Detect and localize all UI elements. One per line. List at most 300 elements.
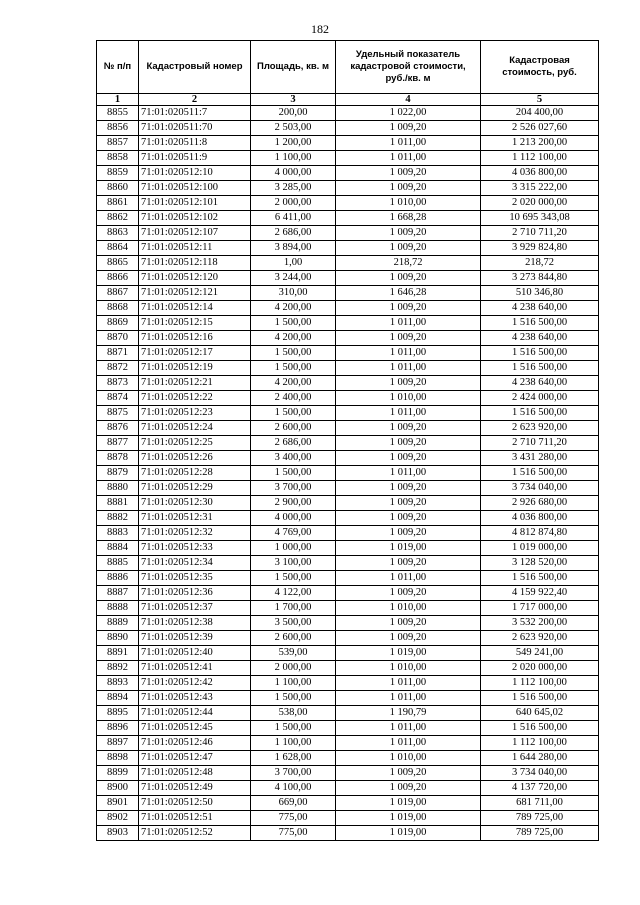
specific-value-cell: 1 190,79 — [336, 706, 481, 721]
area-cell: 1 500,00 — [251, 346, 336, 361]
cadastral-number-cell: 71:01:020512:32 — [139, 526, 251, 541]
table-row — [97, 766, 599, 781]
area-cell: 3 500,00 — [251, 616, 336, 631]
cadastral-value-cell: 3 734 040,00 — [481, 766, 599, 781]
row-number-cell: 8873 — [97, 376, 139, 391]
area-cell: 3 244,00 — [251, 271, 336, 286]
area-cell: 2 686,00 — [251, 226, 336, 241]
cadastral-value-cell: 1 112 100,00 — [481, 736, 599, 751]
table-row — [97, 721, 599, 736]
area-cell: 2 000,00 — [251, 196, 336, 211]
row-number-cell: 8903 — [97, 826, 139, 841]
cadastral-number-cell: 71:01:020512:29 — [139, 481, 251, 496]
area-cell: 2 503,00 — [251, 121, 336, 136]
table-row — [97, 691, 599, 706]
cadastral-value-cell: 3 431 280,00 — [481, 451, 599, 466]
row-number-cell: 8856 — [97, 121, 139, 136]
row-number-cell: 8897 — [97, 736, 139, 751]
header-area: Площадь, кв. м — [251, 41, 336, 94]
table-row — [97, 211, 599, 226]
cadastral-number-cell: 71:01:020512:52 — [139, 826, 251, 841]
row-number-cell: 8882 — [97, 511, 139, 526]
specific-value-cell: 1 019,00 — [336, 796, 481, 811]
table-row — [97, 181, 599, 196]
cadastral-value-cell: 1 516 500,00 — [481, 406, 599, 421]
cadastral-value-cell: 204 400,00 — [481, 106, 599, 121]
row-number-cell: 8885 — [97, 556, 139, 571]
area-cell: 1 700,00 — [251, 601, 336, 616]
table-body — [97, 106, 599, 841]
cadastral-number-cell: 71:01:020512:102 — [139, 211, 251, 226]
row-number-cell: 8875 — [97, 406, 139, 421]
table-row — [97, 466, 599, 481]
row-number-cell: 8869 — [97, 316, 139, 331]
column-number: 4 — [336, 94, 481, 106]
area-cell: 4 100,00 — [251, 781, 336, 796]
row-number-cell: 8899 — [97, 766, 139, 781]
area-cell: 4 122,00 — [251, 586, 336, 601]
cadastral-number-cell: 71:01:020512:24 — [139, 421, 251, 436]
area-cell: 1 500,00 — [251, 406, 336, 421]
table-row — [97, 301, 599, 316]
cadastral-value-cell: 2 623 920,00 — [481, 631, 599, 646]
row-number-cell: 8861 — [97, 196, 139, 211]
row-number-cell: 8881 — [97, 496, 139, 511]
cadastral-number-cell: 71:01:020512:44 — [139, 706, 251, 721]
table-row — [97, 151, 599, 166]
row-number-cell: 8859 — [97, 166, 139, 181]
specific-value-cell: 1 009,20 — [336, 241, 481, 256]
column-number: 1 — [97, 94, 139, 106]
area-cell: 4 200,00 — [251, 301, 336, 316]
table-row — [97, 571, 599, 586]
area-cell: 3 700,00 — [251, 766, 336, 781]
header-row — [97, 41, 599, 94]
row-number-cell: 8855 — [97, 106, 139, 121]
cadastral-value-cell: 2 623 920,00 — [481, 421, 599, 436]
column-number-row — [97, 94, 599, 106]
area-cell: 4 200,00 — [251, 376, 336, 391]
cadastral-number-cell: 71:01:020512:51 — [139, 811, 251, 826]
table-row — [97, 136, 599, 151]
area-cell: 1 500,00 — [251, 721, 336, 736]
table-row — [97, 256, 599, 271]
table-row — [97, 781, 599, 796]
specific-value-cell: 1 011,00 — [336, 571, 481, 586]
cadastral-number-cell: 71:01:020512:23 — [139, 406, 251, 421]
cadastral-value-cell: 10 695 343,08 — [481, 211, 599, 226]
row-number-cell: 8858 — [97, 151, 139, 166]
table-row — [97, 826, 599, 841]
cadastral-number-cell: 71:01:020512:16 — [139, 331, 251, 346]
cadastral-value-cell: 4 238 640,00 — [481, 376, 599, 391]
area-cell: 4 000,00 — [251, 511, 336, 526]
table-row — [97, 436, 599, 451]
cadastral-value-cell: 549 241,00 — [481, 646, 599, 661]
area-cell: 775,00 — [251, 811, 336, 826]
table-row — [97, 631, 599, 646]
row-number-cell: 8871 — [97, 346, 139, 361]
cadastral-value-cell: 2 424 000,00 — [481, 391, 599, 406]
area-cell: 2 600,00 — [251, 421, 336, 436]
cadastral-value-cell: 640 645,02 — [481, 706, 599, 721]
cadastral-value-cell: 3 315 222,00 — [481, 181, 599, 196]
table-row — [97, 526, 599, 541]
cadastral-value-cell: 2 710 711,20 — [481, 436, 599, 451]
table-row — [97, 811, 599, 826]
area-cell: 3 700,00 — [251, 481, 336, 496]
row-number-cell: 8898 — [97, 751, 139, 766]
cadastral-number-cell: 71:01:020512:28 — [139, 466, 251, 481]
specific-value-cell: 1 011,00 — [336, 406, 481, 421]
row-number-cell: 8877 — [97, 436, 139, 451]
table-row — [97, 481, 599, 496]
cadastral-number-cell: 71:01:020511:70 — [139, 121, 251, 136]
row-number-cell: 8868 — [97, 301, 139, 316]
cadastral-value-cell: 1 112 100,00 — [481, 151, 599, 166]
cadastral-number-cell: 71:01:020511:7 — [139, 106, 251, 121]
cadastral-value-cell: 4 238 640,00 — [481, 331, 599, 346]
row-number-cell: 8874 — [97, 391, 139, 406]
row-number-cell: 8857 — [97, 136, 139, 151]
cadastral-number-cell: 71:01:020512:26 — [139, 451, 251, 466]
area-cell: 1 500,00 — [251, 571, 336, 586]
specific-value-cell: 1 010,00 — [336, 196, 481, 211]
table-row — [97, 676, 599, 691]
table-row — [97, 511, 599, 526]
cadastral-value-cell: 1 516 500,00 — [481, 691, 599, 706]
cadastral-number-cell: 71:01:020511:8 — [139, 136, 251, 151]
table-row — [97, 706, 599, 721]
cadastral-value-table — [96, 40, 599, 841]
cadastral-number-cell: 71:01:020512:10 — [139, 166, 251, 181]
specific-value-cell: 1 011,00 — [336, 721, 481, 736]
cadastral-value-cell: 3 128 520,00 — [481, 556, 599, 571]
specific-value-cell: 1 009,20 — [336, 421, 481, 436]
table-row — [97, 451, 599, 466]
specific-value-cell: 1 009,20 — [336, 301, 481, 316]
area-cell: 1 500,00 — [251, 466, 336, 481]
cadastral-number-cell: 71:01:020512:21 — [139, 376, 251, 391]
row-number-cell: 8901 — [97, 796, 139, 811]
table-row — [97, 496, 599, 511]
cadastral-number-cell: 71:01:020512:14 — [139, 301, 251, 316]
specific-value-cell: 1 009,20 — [336, 556, 481, 571]
cadastral-number-cell: 71:01:020512:40 — [139, 646, 251, 661]
row-number-cell: 8878 — [97, 451, 139, 466]
page-number: 182 — [311, 22, 329, 36]
cadastral-number-cell: 71:01:020512:121 — [139, 286, 251, 301]
cadastral-number-cell: 71:01:020512:45 — [139, 721, 251, 736]
specific-value-cell: 1 009,20 — [336, 166, 481, 181]
row-number-cell: 8866 — [97, 271, 139, 286]
specific-value-cell: 1 011,00 — [336, 676, 481, 691]
row-number-cell: 8876 — [97, 421, 139, 436]
table-row — [97, 376, 599, 391]
cadastral-value-cell: 4 812 874,80 — [481, 526, 599, 541]
table-row — [97, 271, 599, 286]
specific-value-cell: 1 022,00 — [336, 106, 481, 121]
header-row-number: № п/п — [97, 41, 139, 94]
area-cell: 3 100,00 — [251, 556, 336, 571]
table-header — [97, 41, 599, 106]
area-cell: 1 500,00 — [251, 691, 336, 706]
cadastral-value-cell: 1 213 200,00 — [481, 136, 599, 151]
specific-value-cell: 1 009,20 — [336, 436, 481, 451]
area-cell: 3 285,00 — [251, 181, 336, 196]
area-cell: 3 894,00 — [251, 241, 336, 256]
row-number-cell: 8872 — [97, 361, 139, 376]
row-number-cell: 8892 — [97, 661, 139, 676]
cadastral-value-cell: 3 929 824,80 — [481, 241, 599, 256]
table-row — [97, 121, 599, 136]
cadastral-number-cell: 71:01:020512:25 — [139, 436, 251, 451]
row-number-cell: 8894 — [97, 691, 139, 706]
row-number-cell: 8896 — [97, 721, 139, 736]
cadastral-value-cell: 1 019 000,00 — [481, 541, 599, 556]
specific-value-cell: 1 011,00 — [336, 361, 481, 376]
cadastral-number-cell: 71:01:020512:46 — [139, 736, 251, 751]
cadastral-number-cell: 71:01:020512:101 — [139, 196, 251, 211]
table-row — [97, 661, 599, 676]
table-row — [97, 751, 599, 766]
table-row — [97, 736, 599, 751]
table-row — [97, 106, 599, 121]
area-cell: 2 686,00 — [251, 436, 336, 451]
cadastral-number-cell: 71:01:020512:49 — [139, 781, 251, 796]
row-number-cell: 8900 — [97, 781, 139, 796]
area-cell: 1 500,00 — [251, 361, 336, 376]
table-row — [97, 796, 599, 811]
cadastral-value-cell: 4 238 640,00 — [481, 301, 599, 316]
row-number-cell: 8902 — [97, 811, 139, 826]
cadastral-value-cell: 510 346,80 — [481, 286, 599, 301]
table-row — [97, 616, 599, 631]
cadastral-number-cell: 71:01:020512:47 — [139, 751, 251, 766]
cadastral-number-cell: 71:01:020512:37 — [139, 601, 251, 616]
specific-value-cell: 1 646,28 — [336, 286, 481, 301]
specific-value-cell: 1 668,28 — [336, 211, 481, 226]
row-number-cell: 8870 — [97, 331, 139, 346]
row-number-cell: 8887 — [97, 586, 139, 601]
specific-value-cell: 1 009,20 — [336, 511, 481, 526]
table-row — [97, 286, 599, 301]
cadastral-number-cell: 71:01:020512:15 — [139, 316, 251, 331]
specific-value-cell: 1 019,00 — [336, 646, 481, 661]
row-number-cell: 8860 — [97, 181, 139, 196]
header-cadastral-value: Кадастровая стоимость, руб. — [481, 41, 599, 94]
row-number-cell: 8890 — [97, 631, 139, 646]
table-row — [97, 166, 599, 181]
cadastral-value-cell: 1 717 000,00 — [481, 601, 599, 616]
area-cell: 669,00 — [251, 796, 336, 811]
table-row — [97, 601, 599, 616]
specific-value-cell: 1 009,20 — [336, 226, 481, 241]
cadastral-value-cell: 4 036 800,00 — [481, 166, 599, 181]
row-number-cell: 8863 — [97, 226, 139, 241]
area-cell: 2 900,00 — [251, 496, 336, 511]
specific-value-cell: 1 009,20 — [336, 781, 481, 796]
row-number-cell: 8862 — [97, 211, 139, 226]
specific-value-cell: 1 011,00 — [336, 736, 481, 751]
area-cell: 1 628,00 — [251, 751, 336, 766]
row-number-cell: 8867 — [97, 286, 139, 301]
specific-value-cell: 1 010,00 — [336, 601, 481, 616]
cadastral-value-cell: 3 273 844,80 — [481, 271, 599, 286]
cadastral-value-cell: 1 516 500,00 — [481, 721, 599, 736]
table-row — [97, 226, 599, 241]
area-cell: 539,00 — [251, 646, 336, 661]
row-number-cell: 8886 — [97, 571, 139, 586]
specific-value-cell: 1 011,00 — [336, 346, 481, 361]
specific-value-cell: 1 019,00 — [336, 541, 481, 556]
cadastral-value-cell: 3 532 200,00 — [481, 616, 599, 631]
area-cell: 6 411,00 — [251, 211, 336, 226]
table-row — [97, 346, 599, 361]
cadastral-number-cell: 71:01:020512:35 — [139, 571, 251, 586]
cadastral-value-cell: 4 159 922,40 — [481, 586, 599, 601]
cadastral-number-cell: 71:01:020512:42 — [139, 676, 251, 691]
row-number-cell: 8880 — [97, 481, 139, 496]
area-cell: 1 100,00 — [251, 151, 336, 166]
cadastral-value-cell: 789 725,00 — [481, 826, 599, 841]
row-number-cell: 8864 — [97, 241, 139, 256]
specific-value-cell: 1 011,00 — [336, 691, 481, 706]
area-cell: 2 600,00 — [251, 631, 336, 646]
cadastral-value-cell: 2 710 711,20 — [481, 226, 599, 241]
row-number-cell: 8884 — [97, 541, 139, 556]
cadastral-number-cell: 71:01:020512:118 — [139, 256, 251, 271]
table-row — [97, 556, 599, 571]
specific-value-cell: 1 009,20 — [336, 766, 481, 781]
specific-value-cell: 218,72 — [336, 256, 481, 271]
row-number-cell: 8883 — [97, 526, 139, 541]
area-cell: 4 200,00 — [251, 331, 336, 346]
cadastral-value-cell: 1 644 280,00 — [481, 751, 599, 766]
table-row — [97, 361, 599, 376]
cadastral-number-cell: 71:01:020512:22 — [139, 391, 251, 406]
cadastral-number-cell: 71:01:020512:34 — [139, 556, 251, 571]
table-row — [97, 391, 599, 406]
cadastral-number-cell: 71:01:020512:43 — [139, 691, 251, 706]
table-row — [97, 421, 599, 436]
cadastral-value-cell: 2 526 027,60 — [481, 121, 599, 136]
specific-value-cell: 1 011,00 — [336, 466, 481, 481]
area-cell: 1 000,00 — [251, 541, 336, 556]
specific-value-cell: 1 009,20 — [336, 616, 481, 631]
row-number-cell: 8891 — [97, 646, 139, 661]
table-row — [97, 646, 599, 661]
cadastral-value-cell: 2 926 680,00 — [481, 496, 599, 511]
cadastral-number-cell: 71:01:020512:36 — [139, 586, 251, 601]
cadastral-value-cell: 681 711,00 — [481, 796, 599, 811]
row-number-cell: 8865 — [97, 256, 139, 271]
table-row — [97, 586, 599, 601]
specific-value-cell: 1 009,20 — [336, 481, 481, 496]
cadastral-number-cell: 71:01:020512:48 — [139, 766, 251, 781]
area-cell: 2 400,00 — [251, 391, 336, 406]
row-number-cell: 8889 — [97, 616, 139, 631]
specific-value-cell: 1 009,20 — [336, 586, 481, 601]
area-cell: 775,00 — [251, 826, 336, 841]
cadastral-value-cell: 789 725,00 — [481, 811, 599, 826]
cadastral-number-cell: 71:01:020512:30 — [139, 496, 251, 511]
cadastral-number-cell: 71:01:020512:17 — [139, 346, 251, 361]
table-row — [97, 196, 599, 211]
row-number-cell: 8879 — [97, 466, 139, 481]
specific-value-cell: 1 010,00 — [336, 751, 481, 766]
column-number: 5 — [481, 94, 599, 106]
row-number-cell: 8893 — [97, 676, 139, 691]
specific-value-cell: 1 010,00 — [336, 661, 481, 676]
specific-value-cell: 1 011,00 — [336, 151, 481, 166]
cadastral-value-cell: 1 516 500,00 — [481, 466, 599, 481]
specific-value-cell: 1 010,00 — [336, 391, 481, 406]
cadastral-value-cell: 1 516 500,00 — [481, 571, 599, 586]
area-cell: 2 000,00 — [251, 661, 336, 676]
area-cell: 310,00 — [251, 286, 336, 301]
row-number-cell: 8895 — [97, 706, 139, 721]
cadastral-value-cell: 1 516 500,00 — [481, 316, 599, 331]
row-number-cell: 8888 — [97, 601, 139, 616]
cadastral-number-cell: 71:01:020511:9 — [139, 151, 251, 166]
area-cell: 538,00 — [251, 706, 336, 721]
area-cell: 1 200,00 — [251, 136, 336, 151]
column-number: 2 — [139, 94, 251, 106]
specific-value-cell: 1 009,20 — [336, 181, 481, 196]
cadastral-number-cell: 71:01:020512:120 — [139, 271, 251, 286]
specific-value-cell: 1 009,20 — [336, 526, 481, 541]
cadastral-number-cell: 71:01:020512:38 — [139, 616, 251, 631]
specific-value-cell: 1 019,00 — [336, 811, 481, 826]
specific-value-cell: 1 011,00 — [336, 136, 481, 151]
area-cell: 1,00 — [251, 256, 336, 271]
specific-value-cell: 1 009,20 — [336, 496, 481, 511]
cadastral-number-cell: 71:01:020512:19 — [139, 361, 251, 376]
specific-value-cell: 1 011,00 — [336, 316, 481, 331]
cadastral-number-cell: 71:01:020512:107 — [139, 226, 251, 241]
table-row — [97, 406, 599, 421]
specific-value-cell: 1 009,20 — [336, 376, 481, 391]
header-cadastral-number: Кадастровый номер — [139, 41, 251, 94]
area-cell: 1 500,00 — [251, 316, 336, 331]
cadastral-value-cell: 4 036 800,00 — [481, 511, 599, 526]
cadastral-table-container — [96, 40, 599, 841]
area-cell: 4 769,00 — [251, 526, 336, 541]
cadastral-number-cell: 71:01:020512:50 — [139, 796, 251, 811]
area-cell: 1 100,00 — [251, 676, 336, 691]
specific-value-cell: 1 009,20 — [336, 121, 481, 136]
specific-value-cell: 1 009,20 — [336, 451, 481, 466]
cadastral-value-cell: 2 020 000,00 — [481, 196, 599, 211]
cadastral-number-cell: 71:01:020512:41 — [139, 661, 251, 676]
specific-value-cell: 1 019,00 — [336, 826, 481, 841]
area-cell: 1 100,00 — [251, 736, 336, 751]
cadastral-value-cell: 2 020 000,00 — [481, 661, 599, 676]
cadastral-number-cell: 71:01:020512:11 — [139, 241, 251, 256]
column-number: 3 — [251, 94, 336, 106]
area-cell: 200,00 — [251, 106, 336, 121]
cadastral-value-cell: 4 137 720,00 — [481, 781, 599, 796]
table-row — [97, 541, 599, 556]
cadastral-value-cell: 218,72 — [481, 256, 599, 271]
table-row — [97, 316, 599, 331]
cadastral-value-cell: 1 516 500,00 — [481, 361, 599, 376]
cadastral-number-cell: 71:01:020512:33 — [139, 541, 251, 556]
area-cell: 3 400,00 — [251, 451, 336, 466]
cadastral-number-cell: 71:01:020512:39 — [139, 631, 251, 646]
table-row — [97, 241, 599, 256]
